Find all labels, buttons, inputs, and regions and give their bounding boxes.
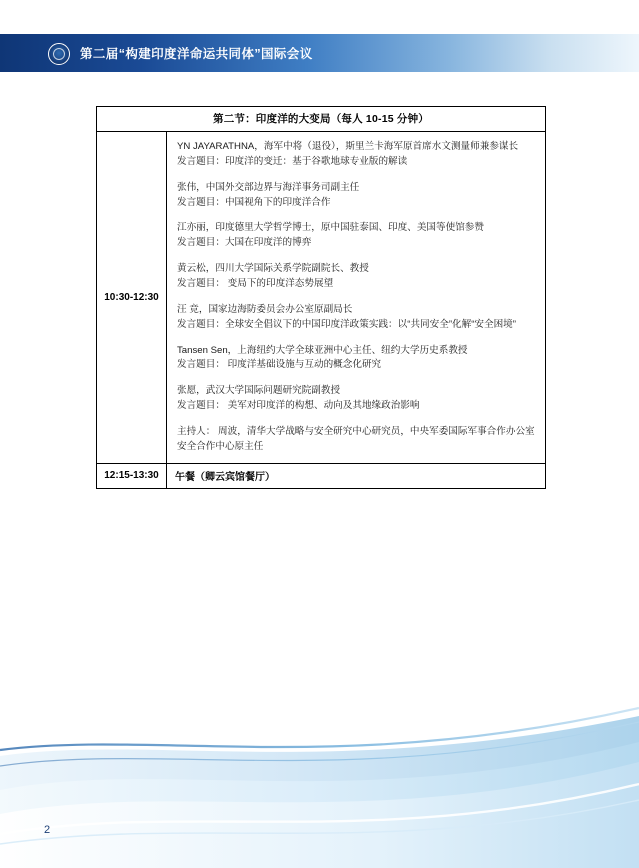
- chair-line: 主持人： 周波，清华大学战略与安全研究中心研究员，中央军委国际军事合作办公室: [177, 426, 535, 438]
- speaker-name: 黄云松，四川大学国际关系学院副院长、教授: [177, 263, 369, 275]
- talk-topic: 发言题目：中国视角下的印度洋合作: [177, 196, 331, 208]
- session-content: [167, 132, 546, 464]
- session-time: 10:30-12:30: [97, 132, 167, 464]
- list-item: [177, 344, 539, 374]
- session-chair: [177, 425, 539, 455]
- list-item: [177, 384, 539, 414]
- footer-wave-graphic: [0, 638, 639, 868]
- talk-topic: 发言题目：印度洋的变迁：基于谷歌地球专业版的解读: [177, 155, 408, 167]
- table-row-section-header: [97, 107, 546, 132]
- footer-decoration: [0, 638, 639, 868]
- chair-line: 安全合作中心原主任: [177, 440, 264, 452]
- table-row: [97, 463, 546, 488]
- page-title: 第二届“构建印度洋命运共同体”国际会议: [80, 47, 313, 61]
- speaker-name: 张伟，中国外交部边界与海洋事务司副主任: [177, 181, 360, 193]
- table-row: [97, 132, 546, 464]
- agenda-table: [96, 106, 546, 489]
- lunch-label: 午餐（卿云宾馆餐厅）: [167, 463, 546, 488]
- conference-emblem-icon: [48, 43, 70, 65]
- speaker-name: Tansen Sen，上海纽约大学全球亚洲中心主任、纽约大学历史系教授: [177, 344, 468, 356]
- speaker-name: 张愿，武汉大学国际问题研究院副教授: [177, 385, 341, 397]
- speaker-name: 江亦丽，印度德里大学哲学博士，原中国驻泰国、印度、美国等使馆参赞: [177, 222, 484, 234]
- lunch-time: 12:15-13:30: [97, 463, 167, 488]
- talk-topic: 发言题目： 印度洋基础设施与互动的概念化研究: [177, 359, 382, 371]
- talk-topic: 发言题目：大国在印度洋的博弈: [177, 237, 312, 249]
- page-number: 2: [44, 824, 51, 836]
- speaker-name: YN JAYARATHNA，海军中将（退役），斯里兰卡海军原首席水文测量师兼参谋长: [177, 141, 519, 152]
- talk-topic: 发言题目：全球安全倡议下的中国印度洋政策实践：以“共同安全”化解“安全困境”: [177, 318, 516, 330]
- list-item: [177, 221, 539, 251]
- list-item: [177, 303, 539, 333]
- talk-topic: 发言题目： 变局下的印度洋态势展望: [177, 278, 334, 290]
- section-header: 第二节：印度洋的大变局（每人 10-15 分钟）: [97, 107, 546, 132]
- talk-topic: 发言题目： 美军对印度洋的构想、动向及其地缘政治影响: [177, 400, 420, 412]
- list-item: [177, 262, 539, 292]
- list-item: [177, 181, 539, 211]
- list-item: [177, 140, 539, 170]
- speaker-name: 汪 竞，国家边海防委员会办公室原副局长: [177, 303, 353, 315]
